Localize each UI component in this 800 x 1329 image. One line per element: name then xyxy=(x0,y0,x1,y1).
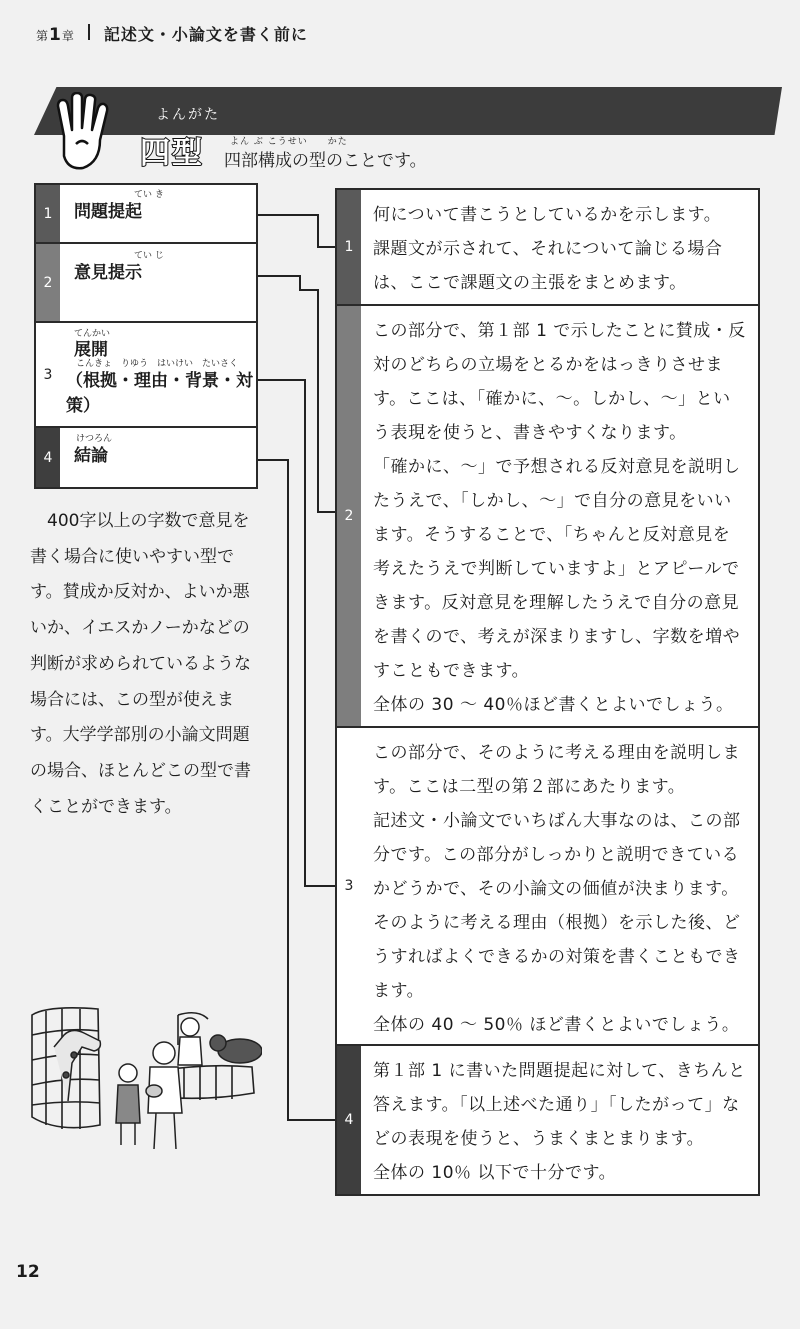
intro-paragraph: 400字以上の字数で意見を書く場合に使いやすい型です。賛成か反対か、よいか悪いか、イエスかノーかなどの判断が求められているような場合には、この型が使えます。大学学部別の小論文問題の場合、ほとんどこの型で書くことができます。 xyxy=(30,511,251,817)
detail-row-number: 1 xyxy=(337,190,361,304)
chapter-suffix: 章 xyxy=(61,29,74,43)
section-subtitle-reading: よん ぶ こうせい かた xyxy=(230,137,348,147)
structure-diagram xyxy=(34,183,258,489)
zoo-illustration xyxy=(28,1005,262,1155)
detail-paragraph: 全体の 10％ 以下で十分です。 xyxy=(373,1163,617,1183)
detail-row xyxy=(337,1046,758,1194)
structure-row-label: 意見提示 xyxy=(74,263,142,283)
structure-row-label: 結論 xyxy=(74,446,108,466)
structure-row-number: 2 xyxy=(36,244,60,321)
detail-row-text xyxy=(373,198,746,300)
page-number: 12 xyxy=(16,1262,40,1282)
detail-paragraph: 全体の 40 ～ 50％ ほど書くとよいでしょう。 xyxy=(373,1015,740,1035)
detail-paragraph: 何について書こうとしているかを示します。 xyxy=(373,205,722,225)
detail-paragraph: 「確かに、～」で予想される反対意見を説明したうえで、「しかし、～」で自分の意見をいいます。そうすることで、「ちゃんと反対意見を考えたうえで判断していますよ」とアピールできます。反対意見を理解したうえで自分の意見を書くので、考えが深まりますし、字数を増やすこともできます。 xyxy=(373,457,741,681)
detail-row-number: 4 xyxy=(337,1046,361,1194)
detail-row xyxy=(337,306,758,728)
structure-row-reading: てんかい xyxy=(74,329,111,339)
detail-row-text xyxy=(373,1054,746,1190)
detail-paragraph: 第１部 1 に書いた問題提起に対して、きちんと答えます。「以上述べた通り」「したがって」などの表現を使うと、うまくまとまります。 xyxy=(373,1061,746,1149)
section-title-reading: よんがた xyxy=(156,107,220,123)
structure-row-label: 展開 xyxy=(74,340,108,360)
structure-row-reading: けつろん xyxy=(76,434,113,444)
structure-row-label: 問題提起 xyxy=(74,202,142,222)
detail-row-text xyxy=(373,736,746,1042)
structure-row xyxy=(36,244,256,323)
structure-row-number: 3 xyxy=(36,323,60,426)
detail-row-number: 2 xyxy=(337,306,361,726)
chapter-title: 記述文・小論文を書く前に xyxy=(103,25,308,44)
chapter-header xyxy=(36,22,308,45)
chapter-number: 1 xyxy=(49,25,61,45)
structure-row xyxy=(36,185,256,244)
header-divider xyxy=(88,24,90,40)
four-fingers-hand-icon xyxy=(50,92,112,172)
structure-row xyxy=(36,323,256,428)
detail-row xyxy=(337,190,758,306)
chapter-prefix: 第 xyxy=(36,29,49,43)
section-title: 四型 xyxy=(140,136,204,171)
detail-paragraph: 全体の 30 ～ 40％ほど書くとよいでしょう。 xyxy=(373,695,734,715)
structure-row-sub-label: （根拠・理由・背景・対策） xyxy=(66,371,253,416)
structure-row-reading: てい じ xyxy=(134,251,164,261)
detail-row-text xyxy=(373,314,746,722)
structure-row-number: 1 xyxy=(36,185,60,242)
structure-row xyxy=(36,428,256,487)
detail-paragraph: 記述文・小論文でいちばん大事なのは、この部分です。この部分がしっかりと説明できているかどうかで、その小論文の価値が決まります。そのように考える理由（根拠）を示した後、どうすればよくできるかの対策を書くこともできます。 xyxy=(373,811,741,1001)
detail-paragraph: 課題文が示されて、それについて論じる場合は、ここで課題文の主張をまとめます。 xyxy=(373,239,723,293)
structure-row-sub-reading: こんきょ りゆう はいけい たいさく xyxy=(76,359,239,369)
detail-row-number: 3 xyxy=(337,728,361,1044)
section-subtitle: 四部構成の型のことです。 xyxy=(224,151,427,171)
structure-row-number: 4 xyxy=(36,428,60,487)
detail-row xyxy=(337,728,758,1046)
structure-row-reading: てい き xyxy=(134,190,164,200)
detail-paragraph: この部分で、第１部 1 で示したことに賛成・反対のどちらの立場をとるかをはっきりさせます。ここは、「確かに、～。しかし、～」という表現を使うと、書きやすくなります。 xyxy=(373,321,746,443)
detail-paragraph: この部分で、そのように考える理由を説明します。ここは二型の第２部にあたります。 xyxy=(373,743,741,797)
detail-table xyxy=(335,188,760,1196)
